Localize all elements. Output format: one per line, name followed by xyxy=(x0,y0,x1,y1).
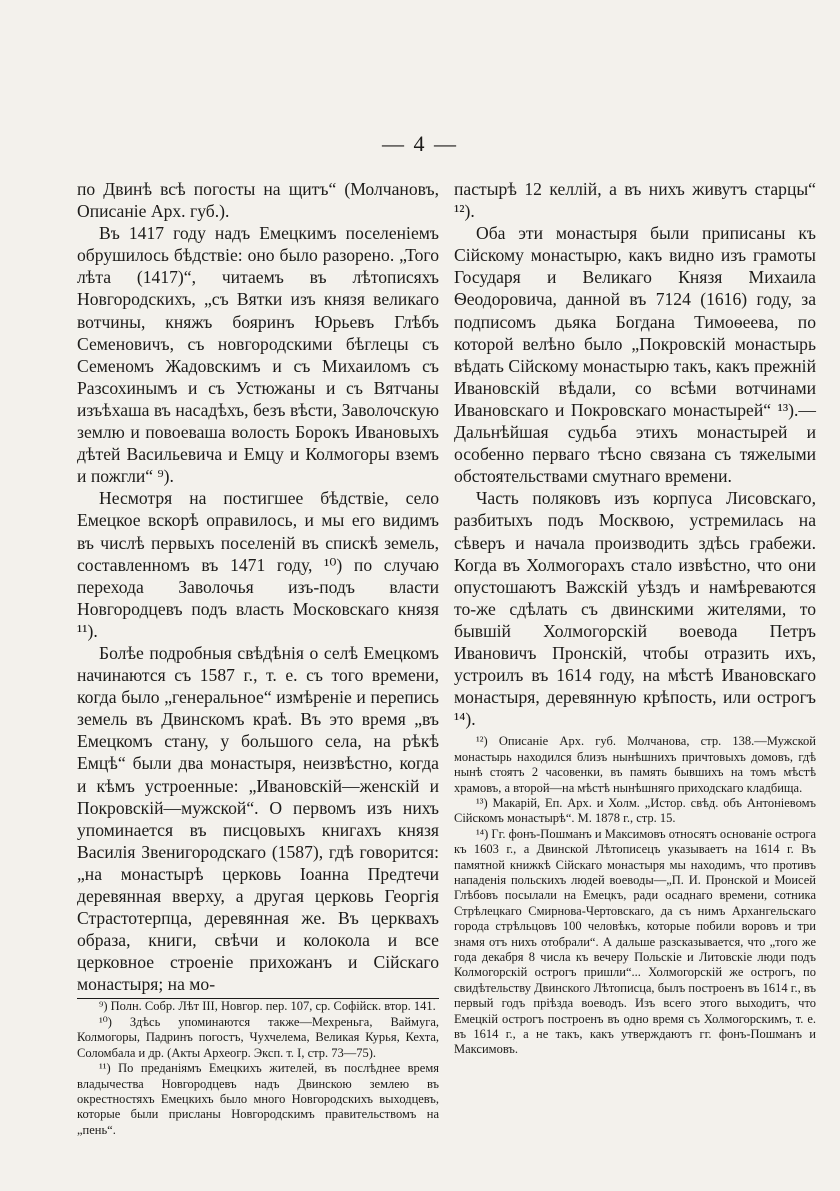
footnote: ¹³) Макарій, Еп. Арх. и Холм. „Истор. свѣд. объ Антоніевомъ Сійскомъ монастырѣ“. М. 1878 г., стр. 15. xyxy=(454,795,816,826)
footnote: ¹⁴) Гг. фонъ-Пошманъ и Максимовъ относятъ основаніе острога къ 1603 г., а Двинской Лѣтописецъ указываетъ на 1614 г. Въ памятной книжкѣ Сійскаго монастыря мы находимъ, что противъ нападенія польскихъ людей воеводы—„П. И. Пронской и Моисей Глѣбовъ посылали на Емецкъ, ради осаднаго времени, сотника Стрѣлецкаго Смирнова-Чертовскаго, да съ нимъ Архангельскаго города стрѣльцовъ 100 человѣкъ, которые побили воровъ и три знамя отъ нихъ отобрали“. А дальше разсказывается, что „того же года декабря 8 числа къ вечеру Польскіе и Литовскіе люди подъ Колмогорскій острогъ пришли“... Холмогорскій же острогъ, по свидѣтельству Двинского Лѣтописца, былъ построенъ въ 1614 г., въ первый годъ пріѣзда воеводъ. Изъ всего этого выходитъ, что Емецкій острогъ построенъ въ одно время съ Холмогорскимъ, т. е. въ 1614 г., а не такъ, какъ утверждаютъ гг. фонъ-Пошманъ и Максимовъ. xyxy=(454,826,816,1057)
paragraph: Оба эти монастыря были приписаны къ Сійскому монастырю, какъ видно изъ грамоты Государя и Великаго Князя Михаила Ѳеодоровича, данной въ 7124 (1616) году, за подписомъ дьяка Богдана Тимоѳеева, по которой велѣно было „Покровскій монастырь вѣдать Сійскому монастырю такъ, какъ прежній Ивановскій вѣдали, со всѣми вотчинами Ивановскаго и Покровскаго монастырей“ ¹³).—Дальнѣйшая судьба этихъ монастырей и особенно перваго тѣсно связана съ тяжелыми обстоятельствами смутнаго времени. xyxy=(454,223,816,487)
paragraph: Болѣе подробныя свѣдѣнія о селѣ Емецкомъ начинаются съ 1587 г., т. е. съ того времени, когда было „генеральное“ измѣреніе и перепись земель въ Двинскомъ краѣ. Въ это время „въ Емецкомъ стану, у большого села, на рѣкѣ Емцѣ“ были два монастыря, неизвѣстно, когда и кѣмъ устроенные: „Ивановскій—женскій и Покровскій—мужской“. О первомъ изъ нихъ упоминается въ писцовыхъ книгахъ князя Василія Звенигородскаго (1587), гдѣ говорится: „на монастырѣ церковь Іоанна Предтечи деревянная вверху, а другая церковь Георгія Страстотерпца, деревянная же. Въ церквахъ образа, книги, свѣчи и колокола и все церковное строеніе прихожанъ и Сійскаго монастыря; на мо- xyxy=(77,642,439,995)
right-footnotes xyxy=(454,734,816,1058)
paragraph: Часть поляковъ изъ корпуса Лисовскаго, разбитыхъ подъ Москвою, устремилась на сѣверъ и начала производить здѣсь грабежи. Когда въ Холмогорахъ стало извѣстно, что они опустошаютъ Важскій уѣздъ и намѣреваются то-же сдѣлать съ двинскими жителями, то бывшій Холмогорскій воевода Петръ Ивановичъ Пронскій, чтобы отразить ихъ, устроилъ въ 1614 году, на мѣстѣ Ивановскаго монастыря, деревянную крѣпость, или острогъ ¹⁴). xyxy=(454,488,816,730)
page-number: — 4 — xyxy=(382,131,458,156)
right-body-text xyxy=(454,178,816,730)
paragraph: Несмотря на постигшее бѣдствіе, село Емецкое вскорѣ оправилось, и мы его видимъ въ числѣ первыхъ поселеній въ спискѣ земель, составленномъ въ 1471 году, ¹⁰) по случаю перехода Заволочья изъ-подъ власти Новгородцевъ подъ власть Московскаго князя ¹¹). xyxy=(77,488,439,641)
paragraph: Въ 1417 году надъ Емецкимъ поселеніемъ обрушилось бѣдствіе: оно было разорено. „Того лѣта (1417)“, читаемъ въ лѣтописяхъ Новгородскихъ, „съ Вятки изъ князя великаго вотчины, княжъ бояринъ Юрьевъ Глѣбъ Семеновичъ, съ новгородскими бѣглецы съ Семеномъ Жадовскимъ и съ Михаиломъ съ Разсохинымъ и съ Устюжаны и съ Вятчаны изъѣхаша въ насадѣхъ, безъ вѣсти, Заволочскую землю и повоеваша волость Борокъ Ивановыхъ дѣтей Васильевича и Емцу и Колмогоры вземъ и пожгли“ ⁹). xyxy=(77,223,439,487)
left-body-text xyxy=(77,178,439,995)
left-footnotes xyxy=(77,998,439,1138)
footnote: ¹²) Описаніе Арх. губ. Молчанова, стр. 138.—Мужской монастырь находился близъ нынѣшнихъ причтовыхъ домовъ, гдѣ нынѣ стоятъ 2 часовенки, въ память бывшихъ на томъ мѣстѣ храмовъ, а второй—на мѣстѣ нынѣшняго приходскаго кладбища. xyxy=(454,734,816,795)
paragraph: по Двинѣ всѣ погосты на щитъ“ (Молчановъ, Описаніе Арх. губ.). xyxy=(77,179,439,222)
paragraph: пастырѣ 12 келлій, а въ нихъ живутъ старцы“ ¹²). xyxy=(454,179,816,222)
footnote: ⁹) Полн. Собр. Лѣт III, Новгор. пер. 107, ср. Софійск. втор. 141. xyxy=(99,999,436,1014)
right-column xyxy=(454,178,816,1058)
footnote: ¹¹) По преданіямъ Емецкихъ жителей, въ послѣднее время владычества Новгородцевъ надъ Двинскою землею въ окрестностяхъ Емецкихъ было много Новгородскихъ выходцевъ, которые были присланы Новгородскимъ правительствомъ на „пень“. xyxy=(77,1061,439,1137)
footnote: ¹⁰) Здѣсь упоминаются также—Мехреньга, Ваймуга, Колмогоры, Падринъ погостъ, Чухчелема, Великая Курья, Кехта, Соломбала и др. (Акты Археогр. Эксп. т. I, стр. 73—75). xyxy=(77,1014,439,1060)
left-column xyxy=(77,178,439,1138)
